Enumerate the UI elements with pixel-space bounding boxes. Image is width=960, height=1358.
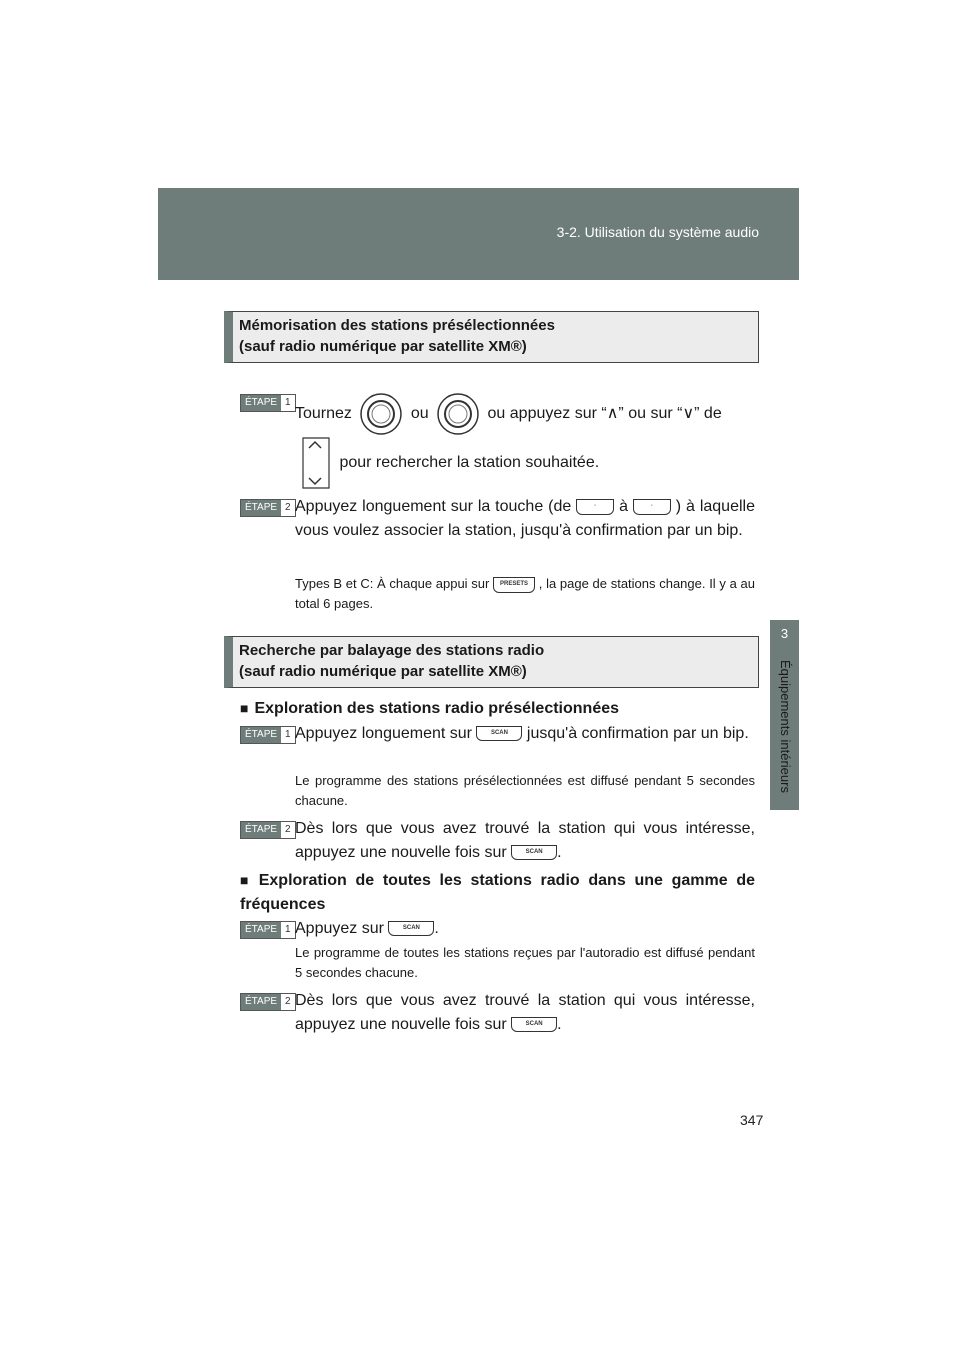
presets-button-icon: PRESETS [493, 577, 535, 593]
scan-button-icon: SCAN [388, 921, 434, 936]
section-heading-presets [224, 311, 759, 363]
step-text: Appuyez longuement sur la touche (de ◦ à ◦ ) à laquelle vous voulez associer la station, jusqu'à confirmation par un bip. [295, 498, 755, 539]
step-text: Dès lors que vous avez trouvé la station qui vous intéresse, appuyez une nouvelle fois sur SCAN . [295, 992, 755, 1033]
chapter-number: 3 [780, 626, 789, 641]
note-text: Le programme de toutes les stations reçues par l'autoradio est diffusé pendant 5 secondes chacune. [295, 945, 755, 980]
tune-knob-icon [433, 391, 483, 437]
tune-knob-icon [356, 391, 406, 437]
step-text: Dès lors que vous avez trouvé la station qui vous intéresse, appuyez une nouvelle fois sur SCAN . [295, 820, 755, 861]
step-badge: ÉTAPE 1 [240, 394, 296, 412]
step-text: Tournez ou ou appuyez sur “∧” ou sur “∨” de [295, 391, 755, 437]
subheading: ■ Exploration de toutes les stations radio dans une gamme de fréquences [240, 872, 755, 913]
section-title-line1: Recherche par balayage des stations radio [239, 642, 545, 659]
preset-button-icon: ◦ [576, 499, 614, 515]
note-text: Le programme des stations présélectionnées est diffusé pendant 5 secondes chacune. [295, 773, 755, 808]
step-text-continued: pour rechercher la station souhaitée. [295, 436, 755, 490]
header-band [158, 188, 799, 280]
scan-button-icon: SCAN [476, 726, 522, 741]
step-badge: ÉTAPE 2 [240, 821, 296, 839]
chapter-label: Équipements intérieurs [778, 660, 793, 793]
step-text: Appuyez longuement sur SCAN jusqu'à confirmation par un bip. [295, 725, 749, 742]
section-heading-scan [224, 636, 759, 688]
step-badge: ÉTAPE 1 [240, 921, 296, 939]
step-badge: ÉTAPE 2 [240, 993, 296, 1011]
section-title-line2: (sauf radio numérique par satellite XM®) [239, 338, 527, 355]
scan-button-icon: SCAN [511, 1017, 557, 1032]
step-badge: ÉTAPE 1 [240, 726, 296, 744]
step-badge: ÉTAPE 2 [240, 499, 296, 517]
scan-button-icon: SCAN [511, 845, 557, 860]
section-title-line2: (sauf radio numérique par satellite XM®) [239, 663, 527, 680]
square-bullet-icon: ■ [240, 700, 249, 716]
note-text: Types B et C: À chaque appui sur PRESETS , la page de stations change. Il y a au total 6 pages. [295, 576, 756, 611]
section-breadcrumb: 3-2. Utilisation du système audio [556, 224, 759, 240]
subheading: ■ Exploration des stations radio présélectionnées [240, 700, 620, 717]
seek-track-button-icon [295, 436, 335, 490]
section-title-line1: Mémorisation des stations présélectionnées [239, 317, 555, 334]
square-bullet-icon: ■ [240, 872, 253, 888]
preset-button-icon: ◦ [633, 499, 671, 515]
page-number: 347 [740, 1112, 764, 1128]
step-text: Appuyez sur SCAN . [295, 920, 439, 937]
